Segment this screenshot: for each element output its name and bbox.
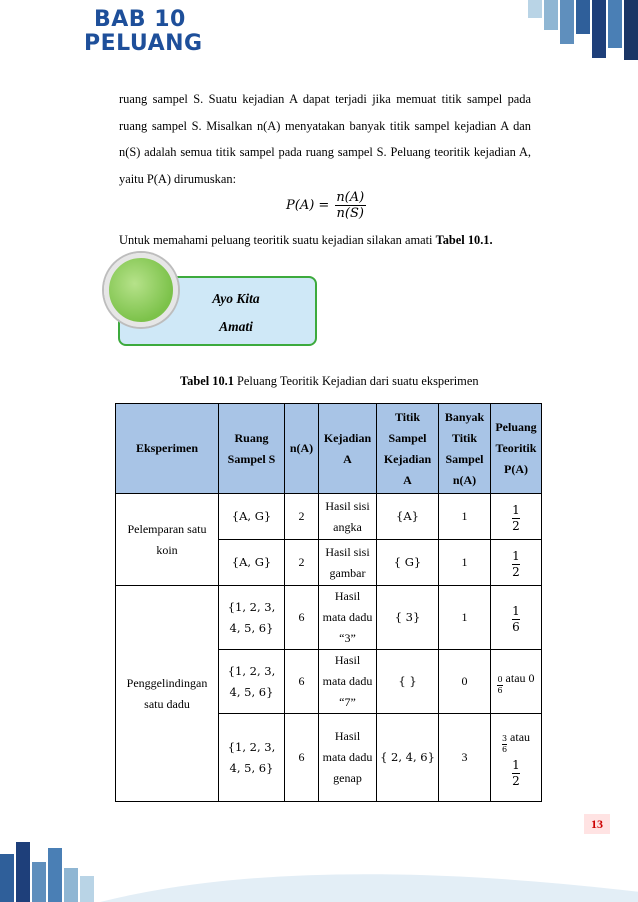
header-peluang: Peluang Teoritik P(A)	[491, 404, 542, 494]
instruction-text: Untuk memahami peluang teoritik suatu kejadian silakan amati Tabel 10.1.	[119, 233, 493, 247]
footer-decoration	[0, 832, 638, 902]
formula-lhs: P(A) =	[286, 198, 330, 213]
chapter-title	[84, 8, 203, 56]
probability-table	[115, 403, 542, 802]
probability-cell: $\frac{3}{6}$ atau $\frac{1}{2}$	[491, 714, 542, 802]
table-row: {1, 2, 3, 4, 5, 6} 6 Hasil mata dadu genap { 2, 4, 6} 3 $\frac{3}{6}$ atau $\frac{1}{2}$	[116, 714, 542, 802]
table-reference: Tabel 10.1.	[435, 233, 493, 247]
probability-formula	[286, 190, 366, 221]
formula-denominator: n(S)	[336, 206, 364, 221]
probability-cell: $\frac{0}{6}$ atau 0	[491, 650, 542, 714]
formula-fraction	[334, 190, 366, 221]
header-titik-sampel: Titik Sampel Kejadian A	[377, 404, 439, 494]
ayo-kita-amati-label: Ayo Kita Amati	[212, 291, 260, 334]
header-n: n(A)	[285, 404, 319, 494]
experiment-cell: Penggelindingan satu dadu	[116, 586, 219, 802]
formula-numerator: n(A)	[336, 190, 365, 205]
header-kejadian: Kejadian A	[319, 404, 377, 494]
probability-cell: $\frac{1}{6}$	[491, 586, 542, 650]
probability-cell: $\frac{1}{2}$	[491, 494, 542, 540]
header-ruang-sampel: Ruang Sampel S	[219, 404, 285, 494]
table-row: {1, 2, 3, 4, 5, 6} 6 Hasil mata dadu “7” { } 0 $\frac{0}{6}$ atau 0	[116, 650, 542, 714]
chapter-number: BAB 10	[94, 7, 186, 32]
header-decoration	[528, 0, 638, 60]
chapter-name: PELUANG	[84, 31, 203, 56]
table-caption-label: Tabel 10.1	[180, 374, 234, 388]
page-number: 13	[584, 814, 610, 834]
header-banyak: Banyak Titik Sampel n(A)	[439, 404, 491, 494]
body-paragraph: ruang sampel S. Suatu kejadian A dapat terjadi jika memuat titik sampel pada ruang sampel S. Misalkan n(A) menyatakan banyak titik sampel kejadian A dan n(S) adalah semua titik sampel pada ruang sampel S. Peluang teoritik kejadian A, yaitu P(A) dirumuskan:	[119, 92, 531, 186]
experiment-cell: Pelemparan satu koin	[116, 494, 219, 586]
table-row: {A, G} 2 Hasil sisi gambar { G} 1 $\frac{1}{2}$	[116, 540, 542, 586]
probability-cell: $\frac{1}{2}$	[491, 540, 542, 586]
table-caption: Tabel 10.1 Peluang Teoritik Kejadian dari suatu eksperimen	[180, 374, 479, 388]
table-row: Penggelindingan satu dadu {1, 2, 3, 4, 5, 6} 6 Hasil mata dadu “3” { 3} 1 $\frac{1}{6}$	[116, 586, 542, 650]
table-row: Pelemparan satu koin {A, G} 2 Hasil sisi angka {A} 1 $\frac{1}{2}$	[116, 494, 542, 540]
green-circle-icon	[104, 253, 178, 327]
header-eksperimen: Eksperimen	[116, 404, 219, 494]
